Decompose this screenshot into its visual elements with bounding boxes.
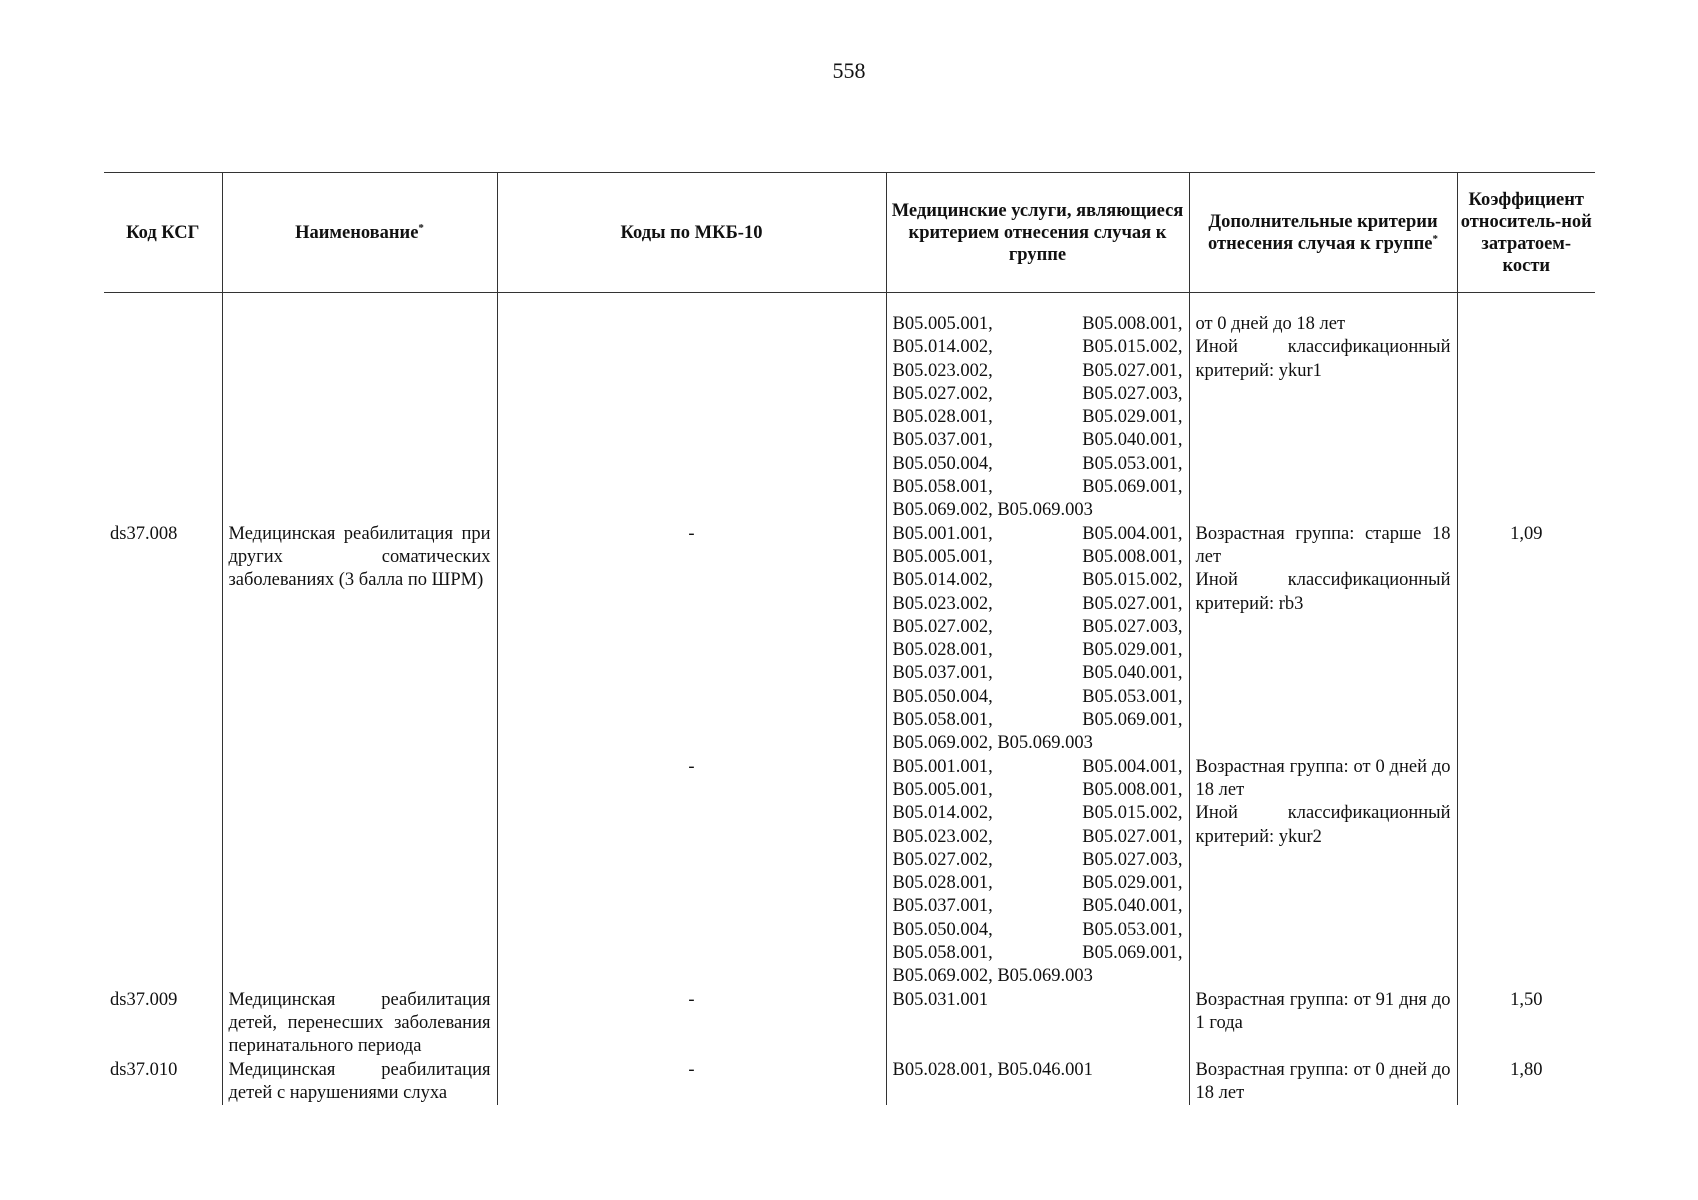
- mkb-codes-cell: -: [497, 1059, 886, 1106]
- ksg-code-cell: ds37.009: [110, 989, 178, 1010]
- service-code: B05.040.001,: [1082, 896, 1183, 917]
- service-code-tail: B05.069.002, B05.069.003: [892, 733, 1093, 754]
- criteria-cell: [1189, 313, 1457, 523]
- criteria-cell: [1189, 756, 1457, 989]
- service-code: B05.040.001,: [1082, 663, 1183, 684]
- service-code: B05.027.001,: [1082, 360, 1183, 381]
- service-code: B05.023.002,: [892, 593, 993, 614]
- services-list: [893, 756, 1183, 966]
- criteria-line: Возрастная группа: от 91 дня до 1 года: [1195, 989, 1451, 1033]
- header-mkb: Коды по МКБ-10: [497, 173, 886, 293]
- criteria-line: Иной классификационный критерий: rb3: [1195, 570, 1451, 614]
- coefficient-cell: [1457, 756, 1595, 989]
- mkb-codes-cell: -: [497, 989, 886, 1059]
- table-row: [104, 1059, 1595, 1106]
- service-code: B05.004.001,: [1082, 756, 1183, 777]
- service-code: B05.069.001,: [1082, 710, 1183, 731]
- criteria-cell: [1189, 989, 1457, 1059]
- coefficient-cell: [1457, 313, 1595, 523]
- service-code: B05.050.004,: [892, 453, 993, 474]
- ksg-code-cell: [104, 313, 222, 523]
- service-code: B05.053.001,: [1082, 453, 1183, 474]
- name-cell: Медицинская реабилитация детей, перенесших заболевания перинатального периода: [222, 989, 497, 1059]
- ksg-code-cell: ds37.008: [110, 523, 178, 544]
- service-code: B05.037.001,: [892, 663, 993, 684]
- service-code: B05.027.001,: [1082, 826, 1183, 847]
- service-code: B05.058.001,: [892, 943, 993, 964]
- service-code: B05.037.001,: [892, 896, 993, 917]
- header-criteria: Дополнительные критерии отнесения случая к группе*: [1189, 173, 1457, 293]
- service-code: B05.029.001,: [1082, 640, 1183, 661]
- services-cell: [886, 756, 1189, 989]
- service-code: B05.031.001: [892, 989, 989, 1010]
- service-code: B05.023.002,: [892, 360, 993, 381]
- header-coef: Коэффициент относитель-ной затратоем-кости: [1457, 173, 1595, 293]
- service-code: B05.015.002,: [1082, 803, 1183, 824]
- name-cell: [222, 756, 497, 989]
- service-code: B05.050.004,: [892, 686, 993, 707]
- service-code: B05.004.001,: [1082, 523, 1183, 544]
- service-code: B05.015.002,: [1082, 337, 1183, 358]
- service-code: B05.027.003,: [1082, 849, 1183, 870]
- service-code: B05.069.001,: [1082, 477, 1183, 498]
- service-code: B05.028.001,: [892, 640, 993, 661]
- criteria-cell: [1189, 523, 1457, 756]
- table-row: [104, 989, 1595, 1059]
- coefficient-cell: 1,50: [1457, 989, 1595, 1059]
- service-code: B05.014.002,: [892, 337, 993, 358]
- name-cell: [222, 313, 497, 523]
- name-cell: Медицинская реабилитация при других соматических заболеваниях (3 балла по ШРМ): [222, 523, 497, 756]
- coefficient-cell: 1,09: [1457, 523, 1595, 756]
- table-row: [104, 756, 1595, 989]
- ksg-code-cell: ds37.010: [110, 1059, 178, 1080]
- service-code: B05.027.002,: [892, 849, 993, 870]
- criteria-line: Возрастная группа: от 0 дней до 18 лет: [1195, 1059, 1451, 1103]
- services-cell: [886, 1059, 1189, 1106]
- service-code: B05.037.001,: [892, 430, 993, 451]
- criteria-line: Возрастная группа: старше 18 лет: [1195, 523, 1451, 567]
- service-code: B05.005.001,: [892, 314, 993, 334]
- criteria-line: Возрастная группа: от 0 дней до 18 лет: [1195, 756, 1451, 800]
- mkb-codes-cell: -: [497, 523, 886, 756]
- service-code: B05.058.001,: [892, 710, 993, 731]
- services-cell: [886, 989, 1189, 1059]
- service-code-tail: B05.069.002, B05.069.003: [892, 500, 1093, 521]
- service-code: B05.014.002,: [892, 570, 993, 591]
- services-cell: [886, 313, 1189, 523]
- page-number: 558: [832, 58, 866, 83]
- service-code: B05.001.001,: [892, 523, 993, 544]
- service-code: B05.028.001,: [892, 873, 993, 894]
- service-code-tail: B05.069.002, B05.069.003: [892, 966, 1093, 987]
- coefficient-cell: 1,80: [1457, 1059, 1595, 1106]
- service-code: B05.008.001,: [1082, 779, 1183, 800]
- service-code: B05.028.001,: [892, 407, 993, 428]
- ksg-table: [104, 172, 1595, 1105]
- service-code: B05.014.002,: [892, 803, 993, 824]
- services-list: [893, 523, 1183, 733]
- criteria-line: от 0 дней до 18 лет: [1195, 314, 1346, 334]
- service-code: B05.053.001,: [1082, 919, 1183, 940]
- service-code: B05.028.001, B05.046.001: [892, 1059, 1093, 1080]
- table-header-row: [104, 173, 1595, 293]
- header-services: Медицинские услуги, являющиеся критерием отнесения случая к группе: [886, 173, 1189, 293]
- table-row: [104, 523, 1595, 756]
- service-code: B05.015.002,: [1082, 570, 1183, 591]
- service-code: B05.005.001,: [892, 546, 993, 567]
- service-code: B05.029.001,: [1082, 873, 1183, 894]
- service-code: B05.069.001,: [1082, 943, 1183, 964]
- table-row: [104, 313, 1595, 523]
- service-code: B05.008.001,: [1082, 546, 1183, 567]
- service-code: B05.027.002,: [892, 383, 993, 404]
- header-code: Код КСГ: [104, 173, 222, 293]
- service-code: B05.001.001,: [892, 756, 993, 777]
- service-code: B05.027.003,: [1082, 383, 1183, 404]
- service-code: B05.029.001,: [1082, 407, 1183, 428]
- criteria-line: Иной классификационный критерий: ykur1: [1195, 337, 1451, 381]
- service-code: B05.027.001,: [1082, 593, 1183, 614]
- service-code: B05.023.002,: [892, 826, 993, 847]
- mkb-codes-cell: -: [497, 756, 886, 989]
- header-name: Наименование*: [222, 173, 497, 293]
- service-code: B05.040.001,: [1082, 430, 1183, 451]
- service-code: B05.008.001,: [1082, 314, 1183, 334]
- service-code: B05.058.001,: [892, 477, 993, 498]
- criteria-cell: [1189, 1059, 1457, 1106]
- service-code: B05.027.003,: [1082, 616, 1183, 637]
- service-code: B05.005.001,: [892, 779, 993, 800]
- services-list: [893, 313, 1183, 499]
- ksg-code-cell: [104, 756, 222, 989]
- service-code: B05.027.002,: [892, 616, 993, 637]
- name-cell: Медицинская реабилитация детей с нарушениями слуха: [222, 1059, 497, 1106]
- mkb-codes-cell: [497, 313, 886, 523]
- services-cell: [886, 523, 1189, 756]
- criteria-line: Иной классификационный критерий: ykur2: [1195, 803, 1451, 847]
- service-code: B05.053.001,: [1082, 686, 1183, 707]
- service-code: B05.050.004,: [892, 919, 993, 940]
